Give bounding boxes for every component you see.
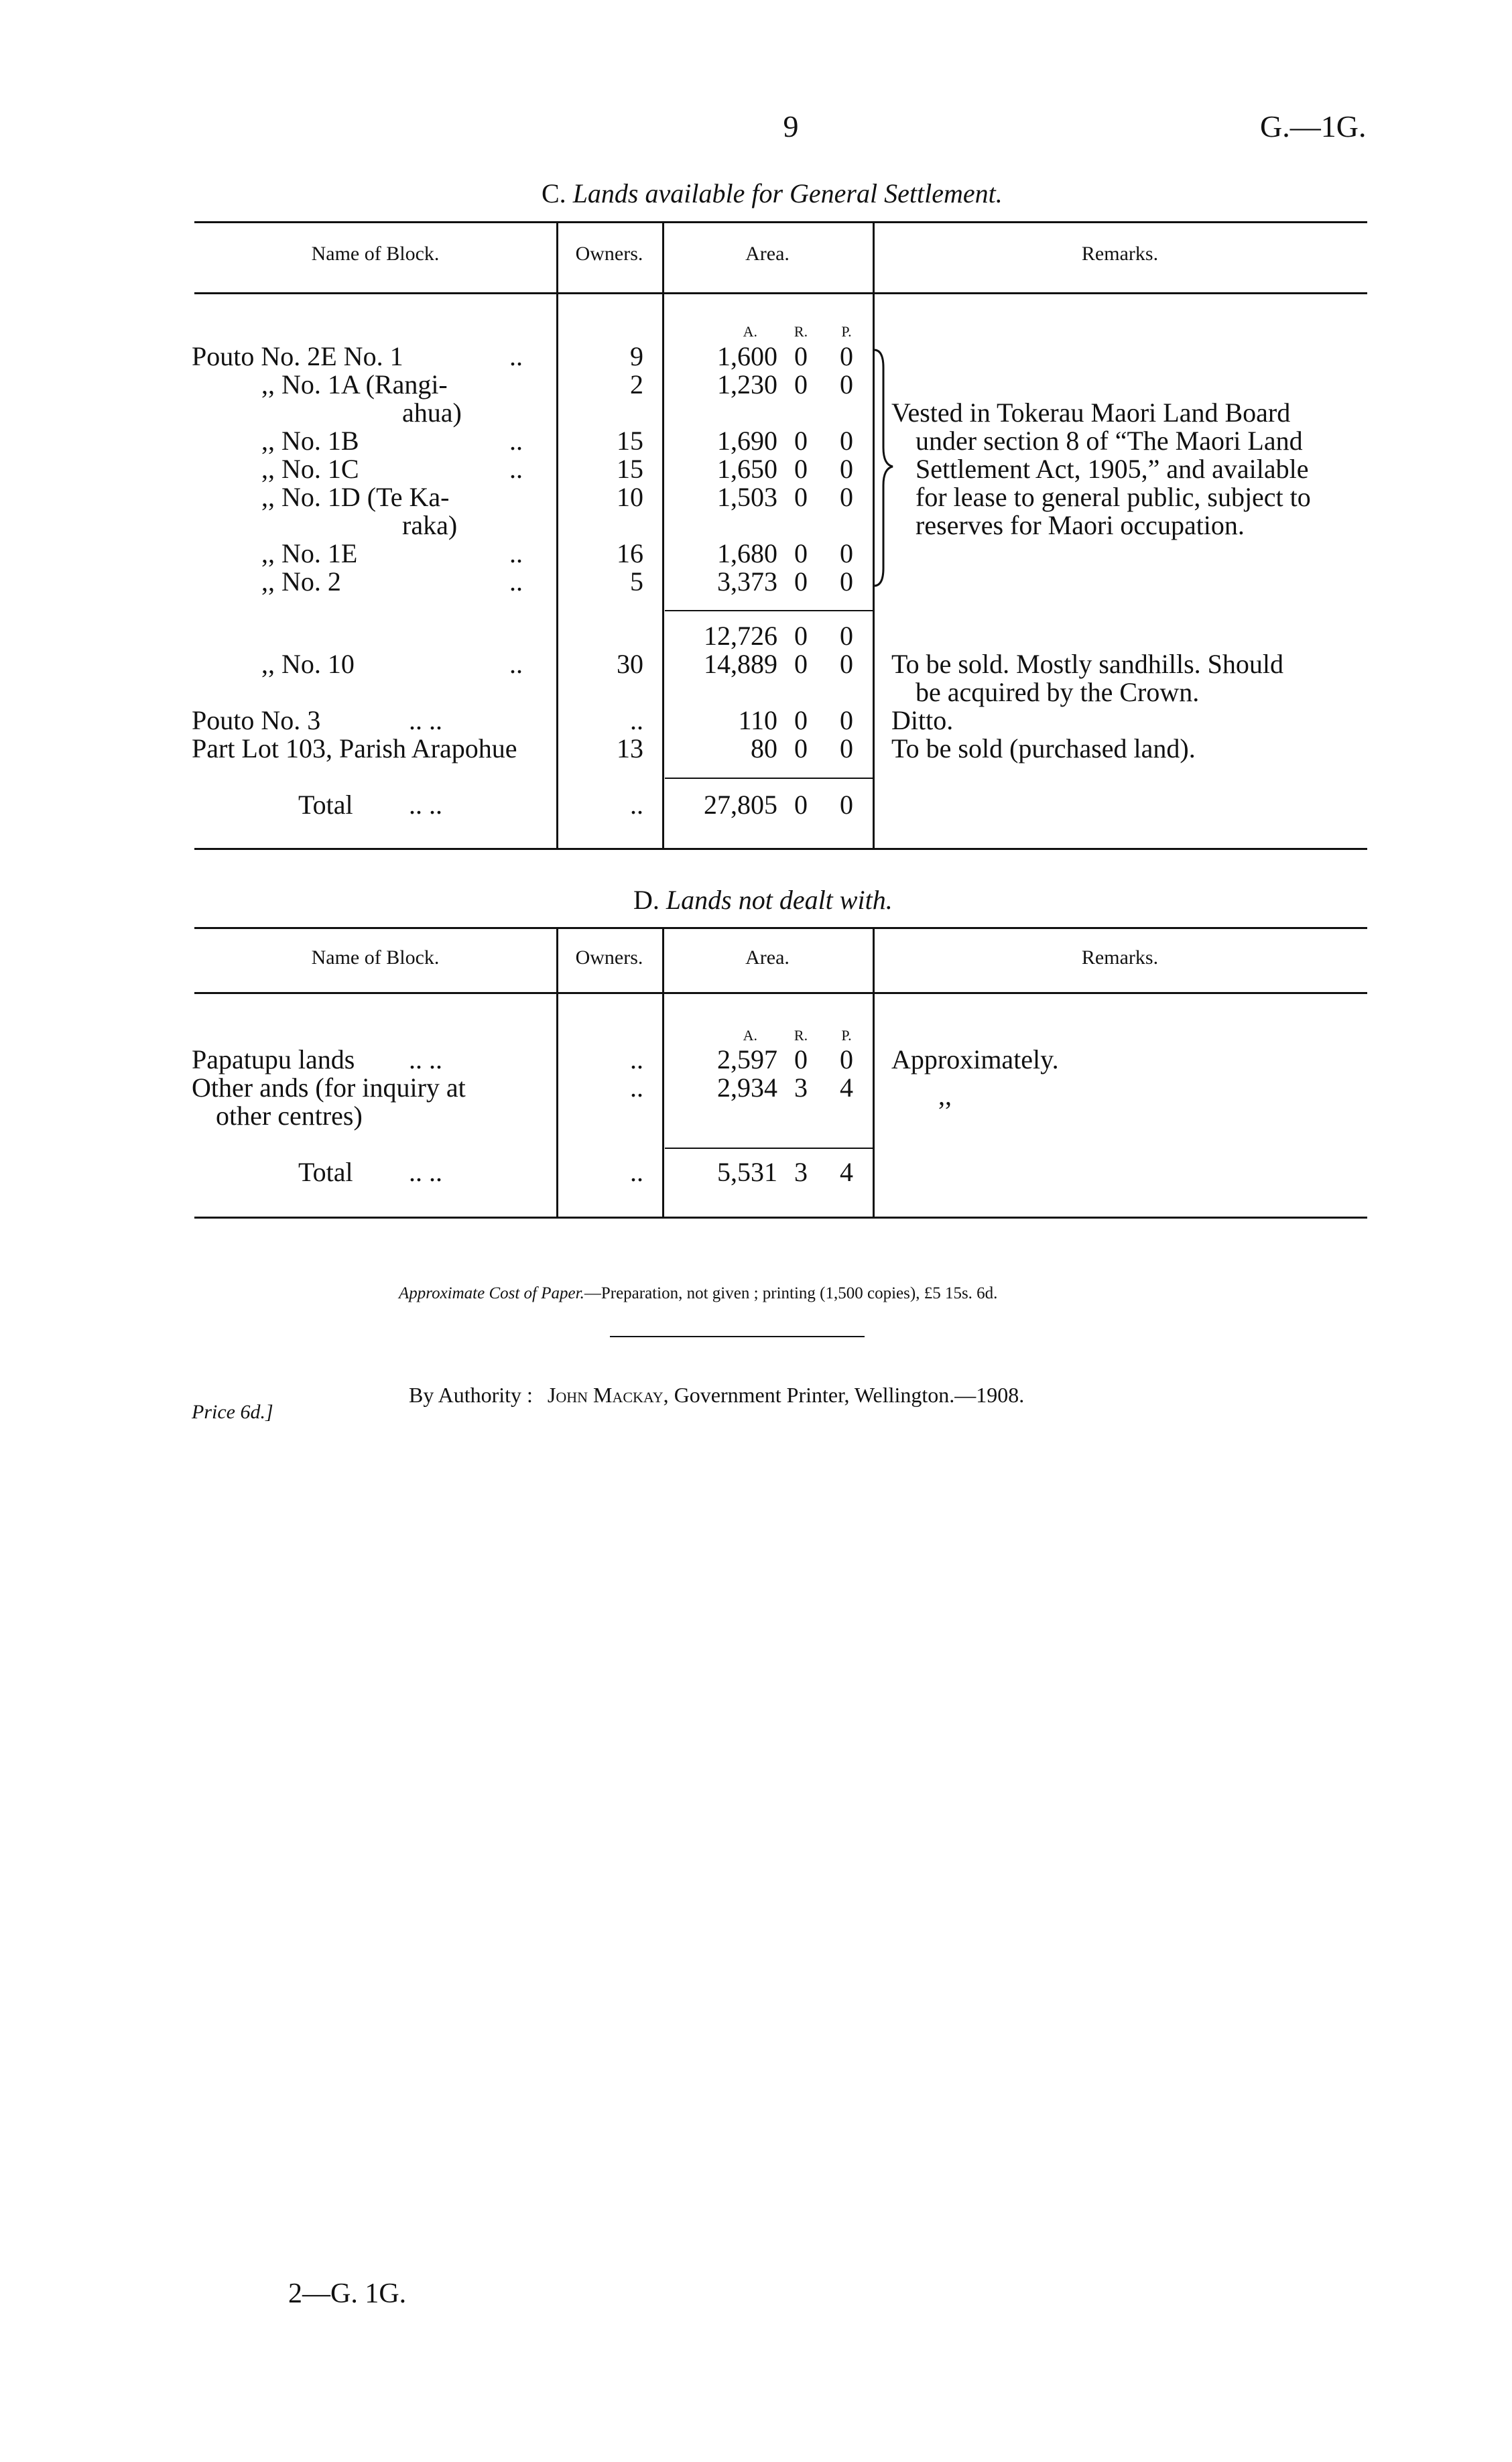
authority-label: By Authority : bbox=[409, 1383, 533, 1407]
table-row-remark: ,, bbox=[938, 1081, 952, 1111]
table-row-leaders: .. bbox=[509, 649, 523, 679]
table-c-col-divider bbox=[556, 221, 558, 848]
table-row-name: ahua) bbox=[402, 397, 462, 428]
printer-name: John Mackay, bbox=[547, 1383, 669, 1407]
table-row-perches: 0 bbox=[840, 649, 853, 679]
table-d-top-rule bbox=[194, 927, 1367, 929]
table-d-header-rule bbox=[194, 992, 1367, 994]
table-row-name: Part Lot 103, Parish Arapohue bbox=[192, 733, 517, 763]
signature-mark: 2—G. 1G. bbox=[288, 2278, 407, 2309]
table-row-owners: .. bbox=[630, 705, 643, 735]
remarks-purchased: To be sold (purchased land). bbox=[891, 733, 1196, 763]
table-row-name: Other ands (for inquiry at bbox=[192, 1072, 466, 1103]
table-row-acres: 1,690 bbox=[717, 426, 777, 456]
subtotal-roods: 0 bbox=[794, 621, 808, 651]
total-roods: 0 bbox=[794, 790, 808, 820]
printer-rule bbox=[610, 1336, 865, 1337]
table-row-acres: 3,373 bbox=[717, 566, 777, 597]
table-d-title bbox=[633, 886, 893, 914]
remarks-vested-line: for lease to general public, subject to bbox=[916, 482, 1311, 512]
area-unit-acres: A. bbox=[743, 323, 757, 340]
col-header-remarks: Remarks. bbox=[1081, 946, 1159, 969]
table-row-acres: 1,503 bbox=[717, 482, 777, 512]
total-acres: 27,805 bbox=[704, 790, 777, 820]
table-row-remark: Approximately. bbox=[891, 1044, 1059, 1074]
table-row-name: ,, No. 1A (Rangi- bbox=[261, 369, 448, 399]
table-row-owners: 30 bbox=[617, 649, 643, 679]
total-rule bbox=[665, 1148, 873, 1149]
table-row-roods: 0 bbox=[794, 566, 808, 597]
area-unit-acres: A. bbox=[743, 1027, 757, 1044]
area-unit-roods: R. bbox=[794, 1027, 808, 1044]
remarks-sold-line: be acquired by the Crown. bbox=[916, 677, 1200, 707]
total-owners: .. bbox=[630, 1157, 643, 1187]
cost-of-paper-label: Approximate Cost of Paper. bbox=[399, 1284, 584, 1302]
col-header-remarks: Remarks. bbox=[1081, 243, 1159, 265]
table-row-leaders: .. bbox=[509, 454, 523, 484]
table-row-owners: 15 bbox=[617, 426, 643, 456]
table-d-col-divider bbox=[662, 927, 664, 1217]
table-row-name: Pouto No. 2E No. 1 bbox=[192, 341, 403, 371]
table-row-owners: 13 bbox=[617, 733, 643, 763]
table-d-col-divider bbox=[556, 927, 558, 1217]
table-row-roods: 0 bbox=[794, 341, 808, 371]
table-c-title-text: Lands available for General Settlement. bbox=[572, 178, 1003, 208]
table-row-roods: 0 bbox=[794, 733, 808, 763]
table-row-name: ,, No. 2 bbox=[261, 566, 341, 597]
table-row-acres: 1,600 bbox=[717, 341, 777, 371]
table-c-bottom-rule bbox=[194, 848, 1367, 850]
table-d-col-divider bbox=[873, 927, 875, 1217]
cost-of-paper-line bbox=[399, 1284, 997, 1303]
area-unit-roods: R. bbox=[794, 323, 808, 340]
table-row-name: ,, No. 1C bbox=[261, 454, 359, 484]
remarks-ditto: Ditto. bbox=[891, 705, 954, 735]
total-leaders: .. .. bbox=[409, 790, 442, 820]
table-d-letter: D. bbox=[633, 885, 659, 915]
table-row-perches: 0 bbox=[840, 454, 853, 484]
table-row-roods: 0 bbox=[794, 649, 808, 679]
remarks-sold-line: To be sold. Mostly sandhills. Should bbox=[891, 649, 1284, 679]
remarks-vested-line: under section 8 of “The Maori Land bbox=[916, 426, 1303, 456]
document-code: G.—1G. bbox=[1260, 109, 1367, 143]
total-owners: .. bbox=[630, 790, 643, 820]
col-header-name: Name of Block. bbox=[311, 946, 440, 969]
total-perches: 0 bbox=[840, 790, 853, 820]
subtotal-rule bbox=[665, 610, 873, 611]
table-row-leaders: .. .. bbox=[409, 705, 442, 735]
table-row-owners: 9 bbox=[630, 341, 643, 371]
table-row-owners: .. bbox=[630, 1044, 643, 1074]
table-row-name: ,, No. 1E bbox=[261, 538, 358, 568]
total-rule bbox=[665, 778, 873, 779]
table-row-perches: 0 bbox=[840, 1044, 853, 1074]
printer-rest: Government Printer, Wellington.—1908. bbox=[674, 1383, 1025, 1407]
table-row-perches: 0 bbox=[840, 566, 853, 597]
table-row-name: ,, No. 10 bbox=[261, 649, 355, 679]
table-row-roods: 0 bbox=[794, 454, 808, 484]
table-row-roods: 0 bbox=[794, 369, 808, 399]
col-header-owners: Owners. bbox=[575, 243, 643, 265]
table-d-bottom-rule bbox=[194, 1217, 1367, 1219]
table-row-name: ,, No. 1D (Te Ka- bbox=[261, 482, 450, 512]
table-row-perches: 0 bbox=[840, 369, 853, 399]
table-row-acres: 2,597 bbox=[717, 1044, 777, 1074]
table-row-perches: 0 bbox=[840, 705, 853, 735]
remarks-vested-line: reserves for Maori occupation. bbox=[916, 510, 1245, 540]
total-perches: 4 bbox=[840, 1157, 853, 1187]
col-header-owners: Owners. bbox=[575, 946, 643, 969]
table-row-leaders: .. bbox=[509, 426, 523, 456]
table-c-top-rule bbox=[194, 221, 1367, 223]
table-c-letter: C. bbox=[542, 178, 566, 208]
table-row-perches: 0 bbox=[840, 733, 853, 763]
table-row-perches: 0 bbox=[840, 426, 853, 456]
table-row-leaders: .. .. bbox=[409, 1044, 442, 1074]
total-leaders: .. .. bbox=[409, 1157, 442, 1187]
table-row-roods: 0 bbox=[794, 482, 808, 512]
table-row-roods: 3 bbox=[794, 1072, 808, 1103]
table-row-roods: 0 bbox=[794, 1044, 808, 1074]
total-acres: 5,531 bbox=[717, 1157, 777, 1187]
area-unit-perches: P. bbox=[841, 323, 852, 340]
table-row-acres: 110 bbox=[738, 705, 777, 735]
table-row-acres: 80 bbox=[751, 733, 777, 763]
area-unit-perches: P. bbox=[841, 1027, 852, 1044]
table-row-owners: 2 bbox=[630, 369, 643, 399]
table-row-name: Papatupu lands bbox=[192, 1044, 355, 1074]
total-label: Total bbox=[298, 790, 353, 820]
table-row-owners: 5 bbox=[630, 566, 643, 597]
table-row-perches: 0 bbox=[840, 538, 853, 568]
remarks-vested-line: Vested in Tokerau Maori Land Board bbox=[891, 397, 1291, 428]
col-header-name: Name of Block. bbox=[311, 243, 440, 265]
table-d-title-text: Lands not dealt with. bbox=[666, 885, 893, 915]
table-c-title bbox=[542, 180, 1003, 208]
subtotal-perches: 0 bbox=[840, 621, 853, 651]
table-row-acres: 1,650 bbox=[717, 454, 777, 484]
table-row-acres: 2,934 bbox=[717, 1072, 777, 1103]
table-row-name: other centres) bbox=[216, 1101, 363, 1131]
cost-of-paper-text: —Preparation, not given ; printing (1,500 copies), £5 15s. 6d. bbox=[584, 1284, 998, 1302]
table-row-perches: 0 bbox=[840, 341, 853, 371]
table-row-owners: 16 bbox=[617, 538, 643, 568]
authority-line bbox=[409, 1383, 1024, 1408]
table-row-leaders: .. bbox=[509, 566, 523, 597]
table-row-leaders: .. bbox=[509, 341, 523, 371]
table-row-owners: .. bbox=[630, 1072, 643, 1103]
table-row-perches: 0 bbox=[840, 482, 853, 512]
table-row-roods: 0 bbox=[794, 705, 808, 735]
subtotal-acres: 12,726 bbox=[704, 621, 777, 651]
table-row-roods: 0 bbox=[794, 538, 808, 568]
table-row-acres: 1,230 bbox=[717, 369, 777, 399]
price: Price 6d.] bbox=[192, 1401, 273, 1423]
bracket-brace bbox=[871, 347, 898, 589]
table-c-col-divider bbox=[662, 221, 664, 848]
table-row-name: Pouto No. 3 bbox=[192, 705, 321, 735]
table-row-name: raka) bbox=[402, 510, 458, 540]
table-c-header-rule bbox=[194, 292, 1367, 294]
table-row-roods: 0 bbox=[794, 426, 808, 456]
table-row-acres: 14,889 bbox=[704, 649, 777, 679]
table-row-leaders: .. bbox=[509, 538, 523, 568]
total-roods: 3 bbox=[794, 1157, 808, 1187]
table-row-name: ,, No. 1B bbox=[261, 426, 359, 456]
table-row-owners: 15 bbox=[617, 454, 643, 484]
table-row-perches: 4 bbox=[840, 1072, 853, 1103]
table-row-owners: 10 bbox=[617, 482, 643, 512]
col-header-area: Area. bbox=[745, 946, 790, 969]
remarks-vested-line: Settlement Act, 1905,” and available bbox=[916, 454, 1309, 484]
total-label: Total bbox=[298, 1157, 353, 1187]
page-number: 9 bbox=[783, 109, 799, 143]
col-header-area: Area. bbox=[745, 243, 790, 265]
table-row-acres: 1,680 bbox=[717, 538, 777, 568]
